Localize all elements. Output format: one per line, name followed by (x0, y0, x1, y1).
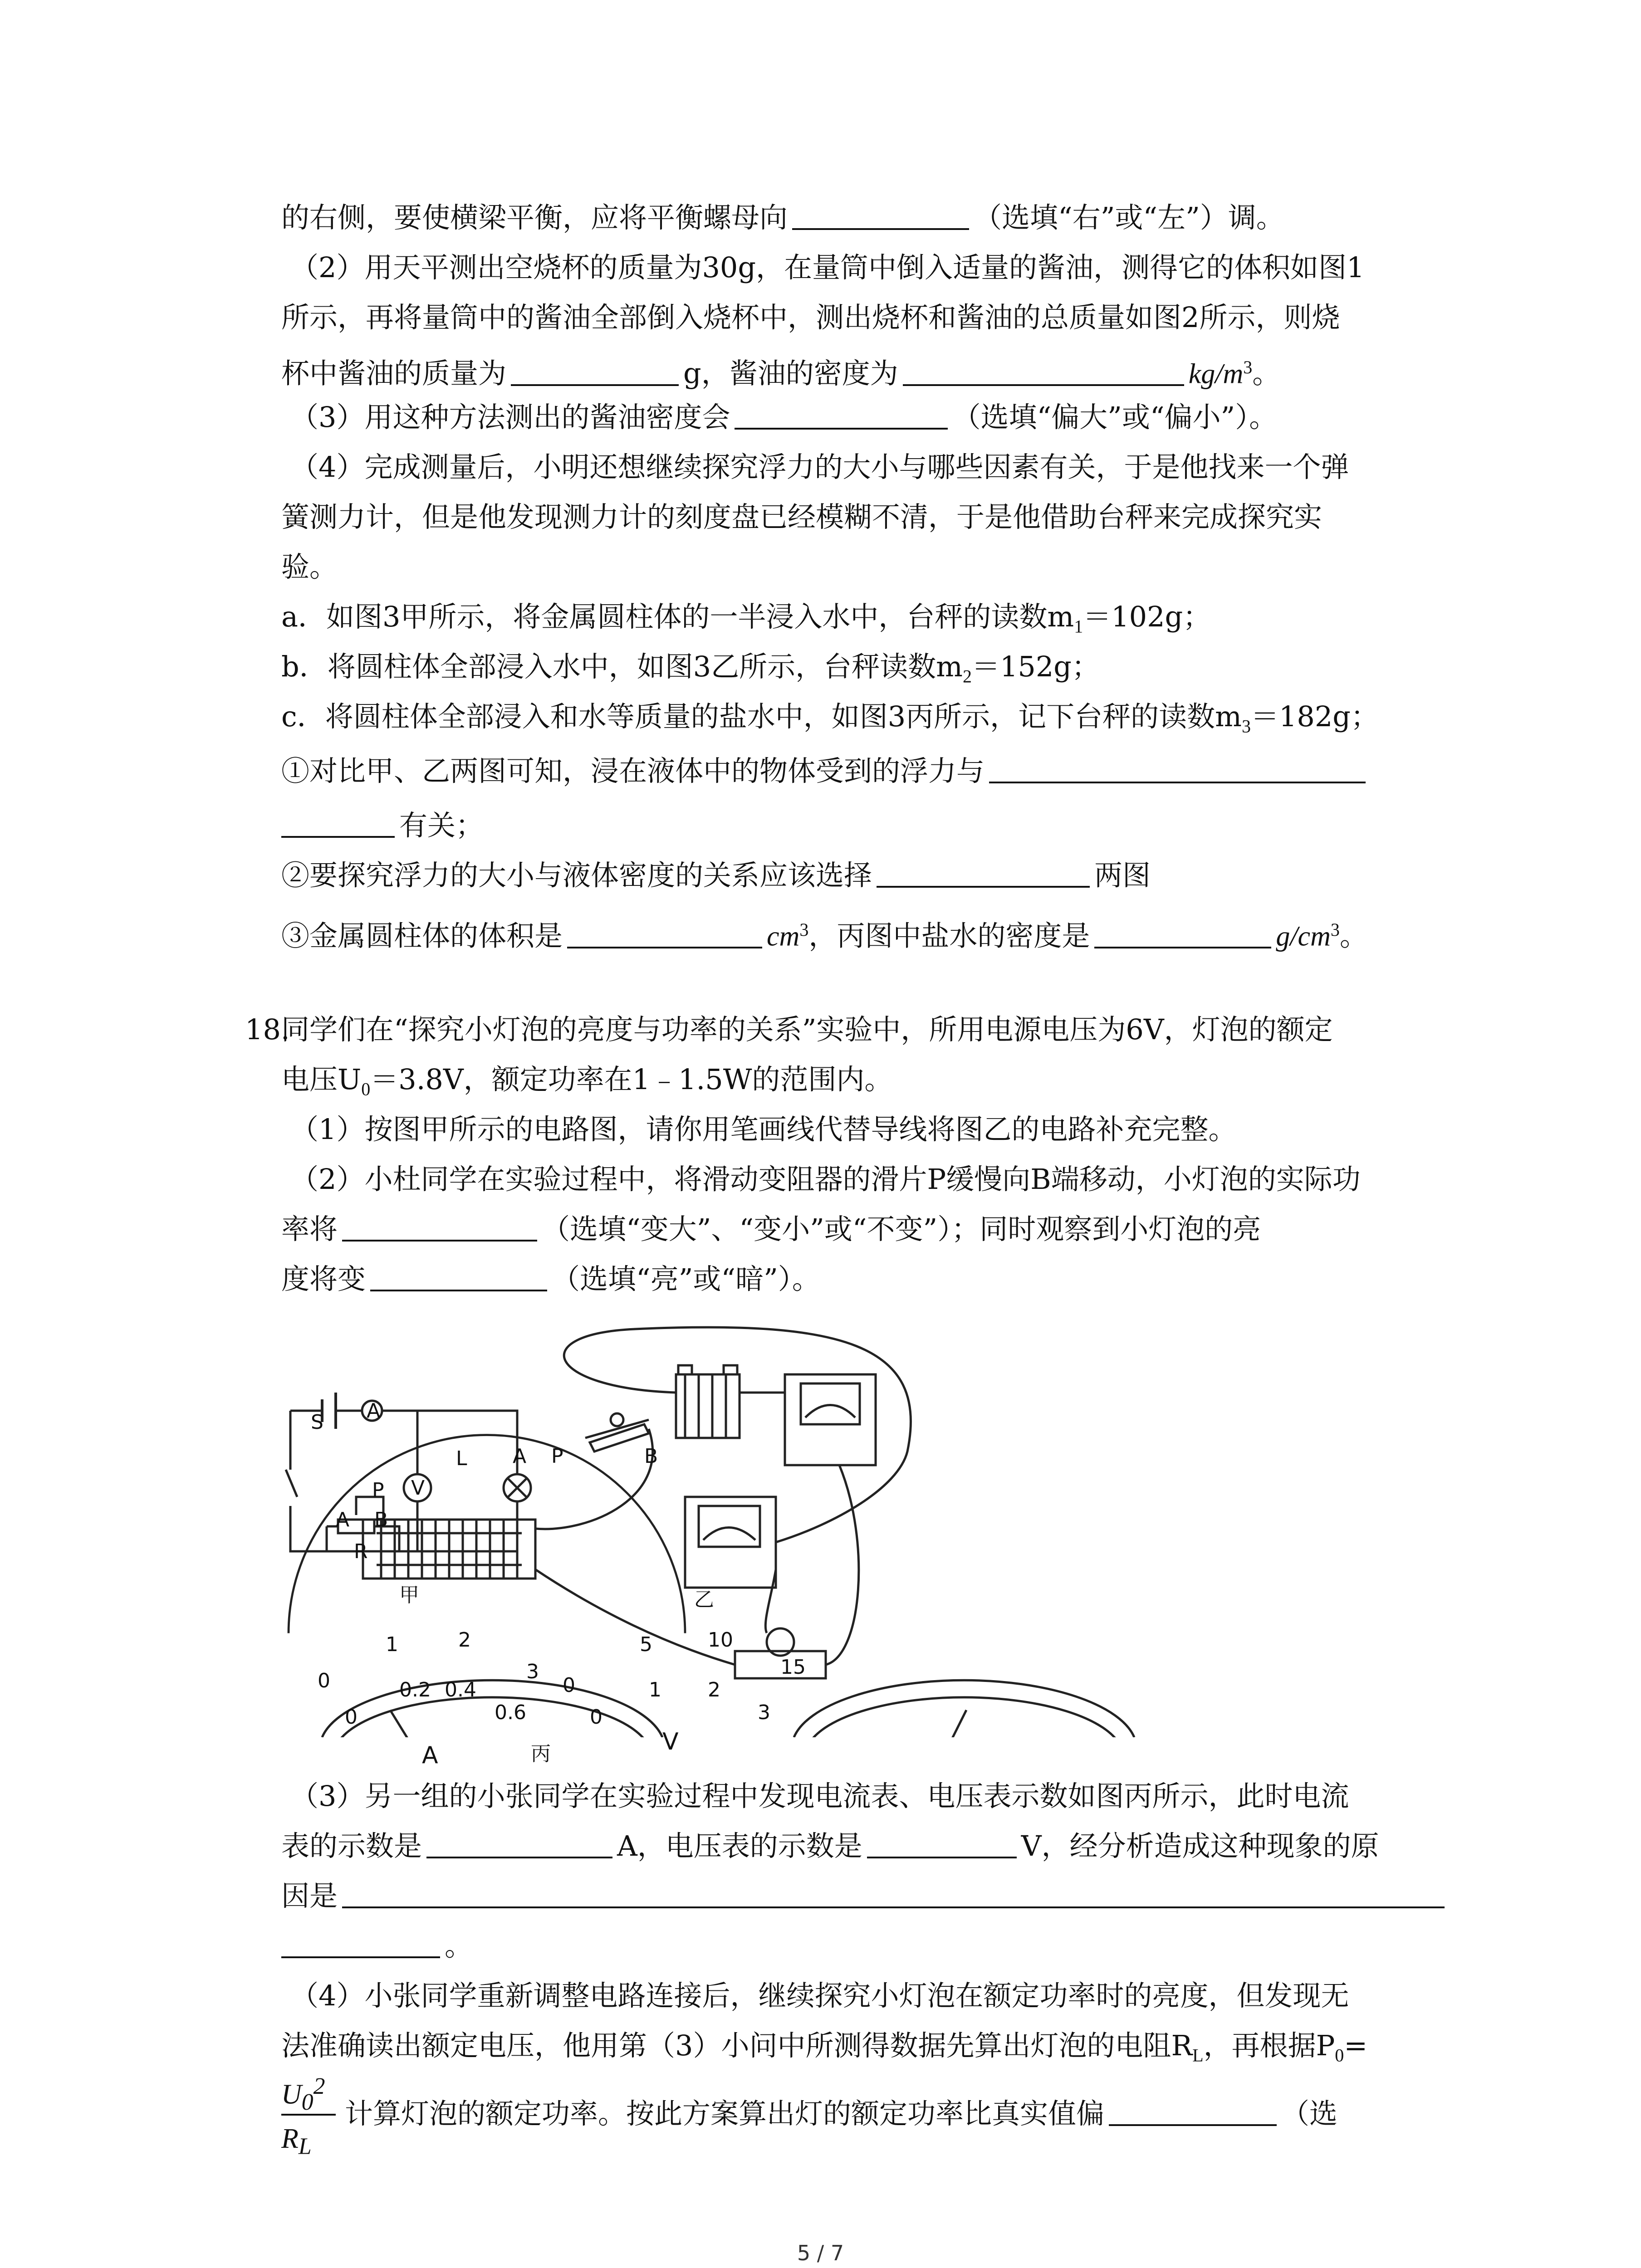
superscript: 3 (1243, 357, 1253, 377)
text-segment: c．将圆柱体全部浸入和水等质量的盐水中，如图3丙所示，记下台秤的读数m (281, 700, 1242, 733)
text-segment: 计算灯泡的额定功率。按此方案算出灯的额定功率比真实值偏 (345, 2097, 1105, 2130)
text-segment: 。 (1339, 919, 1368, 953)
answer-blank[interactable] (903, 358, 1184, 386)
text-line (281, 1061, 892, 1107)
text-line (281, 1261, 820, 1297)
text-segment: （选 (1281, 2097, 1338, 2130)
text-line: 验。 (281, 550, 338, 583)
ammeter-scale-top: 2 (458, 1628, 471, 1652)
text-segment: 率将 (281, 1212, 338, 1246)
text-segment: 。 (445, 1929, 473, 1962)
text-segment: （选填“偏大”或“偏小”）。 (952, 401, 1278, 434)
denominator-symbol: R (281, 2123, 299, 2154)
answer-blank[interactable] (511, 358, 679, 386)
rheostat-a-label: A (513, 1445, 527, 1468)
text-segment: ＝3.8V，额定功率在1﹣1.5W的范围内。 (370, 1063, 893, 1096)
text-segment: 。 (1252, 357, 1281, 390)
text-segment: 表的示数是 (281, 1829, 422, 1862)
voltmeter-scale-top: 5 (640, 1633, 652, 1656)
formula-numerator (281, 2073, 325, 2116)
rheostat-b-label: B (644, 1445, 658, 1468)
text-segment: b．将圆柱体全部浸入水中，如图3乙所示，台秤读数m (281, 650, 963, 683)
ammeter-scale-bottom: 0.6 (495, 1701, 526, 1724)
text-line (281, 1878, 1449, 1914)
formula-denominator (281, 2123, 312, 2160)
text-segment: ＝152g； (971, 650, 1100, 683)
answer-blank[interactable] (567, 920, 762, 948)
text-segment: a．如图3甲所示，将金属圆柱体的一半浸入水中，台秤的读数m (281, 600, 1074, 633)
answer-blank[interactable] (867, 1830, 1017, 1858)
text-line (281, 200, 1284, 236)
subscript: 0 (361, 1079, 371, 1100)
text-segment: ＝182g； (1250, 700, 1379, 733)
text-line (281, 807, 484, 844)
subscript: 1 (1074, 616, 1083, 637)
answer-blank[interactable] (426, 1830, 612, 1858)
text-segment: 两图 (1094, 859, 1151, 892)
voltmeter-scale-bottom: 0 (590, 1706, 603, 1729)
text-line (281, 2028, 1367, 2073)
voltmeter-scale-top: 10 (708, 1628, 733, 1652)
text-segment: ，丙图中盐水的密度是 (808, 919, 1090, 953)
rheostat-p-label: P (551, 1445, 563, 1468)
ammeter-symbol-label: A (367, 1399, 381, 1422)
voltmeter-scale-bottom: 3 (758, 1701, 770, 1724)
text-line (281, 912, 1368, 955)
superscript: 2 (313, 2073, 325, 2099)
text-line: （2）小杜同学在实验过程中，将滑动变阻器的滑片P缓慢向B端移动，小灯泡的实际功 (290, 1163, 1361, 1196)
rheostat-symbol-label: R (354, 1540, 368, 1563)
text-segment: 因是 (281, 1879, 338, 1912)
text-line: 所示，再将量筒中的酱油全部倒入烧杯中，测出烧杯和酱油的总质量如图2所示，则烧 (281, 301, 1340, 334)
subscript: L (1192, 2045, 1204, 2066)
text-segment: 杯中酱油的质量为 (281, 357, 507, 390)
text-segment: g，酱油的密度为 (683, 357, 898, 390)
ammeter-scale-top: 1 (386, 1633, 398, 1656)
answer-blank[interactable] (735, 401, 948, 430)
text-line: （3）另一组的小张同学在实验过程中发现电流表、电压表示数如图丙所示，此时电流 (290, 1779, 1349, 1813)
ammeter-scale-bottom: 0 (345, 1706, 358, 1729)
text-line: 簧测力计，但是他发现测力计的刻度盘已经模糊不清，于是他借助台秤来完成探究实 (281, 500, 1323, 533)
text-segment: 有关； (399, 809, 484, 842)
text-segment: ①对比甲、乙两图可知，浸在液体中的物体受到的浮力与 (281, 754, 985, 787)
switch-label: S (311, 1411, 323, 1434)
page-number: 5 / 7 (797, 2241, 844, 2265)
text-line (281, 649, 1100, 694)
text-segment: V，经分析造成这种现象的原 (1021, 1829, 1379, 1862)
subscript: 2 (962, 666, 972, 687)
text-segment: （3）用这种方法测出的酱油密度会 (290, 401, 730, 434)
text-segment: 度将变 (281, 1262, 366, 1295)
lamp-symbol-label: L (456, 1447, 467, 1470)
subscript: 0 (1335, 2045, 1344, 2066)
text-line: （1）按图甲所示的电路图，请你用笔画线代替导线将图乙的电路补充完整。 (290, 1113, 1237, 1146)
text-line (281, 699, 1379, 744)
text-segment: （选填“亮”或“暗”）。 (552, 1262, 820, 1295)
subscript: L (298, 2133, 312, 2160)
ammeter-scale-top: 0 (318, 1669, 330, 1692)
text-line (281, 857, 1151, 894)
text-segment: 的右侧，要使横梁平衡，应将平衡螺母向 (281, 201, 788, 234)
unit-text: cm (767, 921, 800, 952)
text-line: 同学们在“探究小灯泡的亮度与功率的关系”实验中，所用电源电压为6V，灯泡的额定 (281, 1013, 1333, 1046)
text-segment: ，再根据P (1203, 2029, 1335, 2062)
answer-blank[interactable] (281, 810, 395, 838)
answer-blank[interactable] (281, 1930, 440, 1958)
text-line (345, 2096, 1337, 2132)
text-line: （2）用天平测出空烧杯的质量为30g，在量筒中倒入适量的酱油，测得它的体积如图1 (290, 251, 1365, 284)
superscript: 3 (1330, 919, 1340, 940)
subscript: 3 (1241, 716, 1251, 737)
ammeter-unit: A (422, 1742, 438, 1769)
question-number: 18. (245, 1013, 290, 1046)
answer-blank[interactable] (792, 202, 969, 230)
text-line (281, 1828, 1379, 1864)
unit-text: kg/m (1188, 358, 1244, 390)
voltmeter-scale-bottom: 2 (708, 1678, 720, 1701)
terminal-b-label: B (374, 1508, 388, 1531)
text-segment: 电压U (281, 1063, 362, 1096)
text-line: （4）完成测量后，小明还想继续探究浮力的大小与哪些因素有关，于是他找来一个弹 (290, 450, 1349, 484)
text-line (281, 349, 1280, 392)
voltmeter-unit: V (662, 1728, 679, 1755)
subscript: 0 (301, 2089, 314, 2116)
caption-yi: 乙 (694, 1588, 714, 1611)
answer-blank[interactable] (370, 1263, 547, 1291)
caption-jia: 甲 (399, 1584, 419, 1607)
text-segment: ＝102g； (1083, 600, 1211, 633)
text-line (281, 1211, 1261, 1247)
answer-blank[interactable] (342, 1213, 537, 1242)
terminal-a-label: A (336, 1508, 350, 1531)
text-segment: = (1344, 2029, 1368, 2062)
voltmeter-scale-top: 15 (780, 1656, 806, 1679)
numerator-symbol: U (281, 2079, 302, 2110)
voltmeter-scale-bottom: 1 (649, 1678, 661, 1701)
superscript: 3 (799, 919, 809, 940)
text-segment: ②要探究浮力的大小与液体密度的关系应该选择 (281, 859, 872, 892)
text-line: （4）小张同学重新调整电路连接后，继续探究小灯泡在额定功率时的亮度，但发现无 (290, 1979, 1349, 2012)
answer-blank[interactable] (1109, 2098, 1277, 2126)
text-segment: （选填“变大”、“变小”或“不变”）；同时观察到小灯泡的亮 (542, 1212, 1261, 1246)
text-segment: （选填“右”或“左”）调。 (974, 201, 1284, 234)
experiment-figure (272, 1315, 1497, 1737)
voltmeter-scale-top: 0 (563, 1674, 575, 1697)
text-line (281, 599, 1211, 645)
text-line (290, 399, 1277, 435)
unit-text: g/cm (1276, 921, 1331, 952)
ammeter-scale-bottom: 0.2 (399, 1678, 431, 1701)
fraction-bar (281, 2114, 336, 2116)
voltmeter-symbol-label: V (411, 1476, 425, 1500)
caption-bing: 丙 (531, 1742, 551, 1765)
text-segment: A，电压表的示数是 (617, 1829, 862, 1862)
slider-label: P (372, 1479, 384, 1502)
answer-blank[interactable] (877, 860, 1090, 888)
text-segment: 法准确读出额定电压，他用第（3）小问中所测得数据先算出灯泡的电阻R (281, 2029, 1193, 2062)
text-segment: ③金属圆柱体的体积是 (281, 919, 563, 953)
answer-blank[interactable] (1094, 920, 1271, 948)
text-line (281, 753, 1370, 789)
text-line (281, 1928, 473, 1964)
answer-blank[interactable] (989, 755, 1366, 783)
ammeter-scale-top: 3 (526, 1660, 539, 1683)
answer-blank[interactable] (342, 1880, 1445, 1908)
ammeter-scale-bottom: 0.4 (445, 1678, 476, 1701)
